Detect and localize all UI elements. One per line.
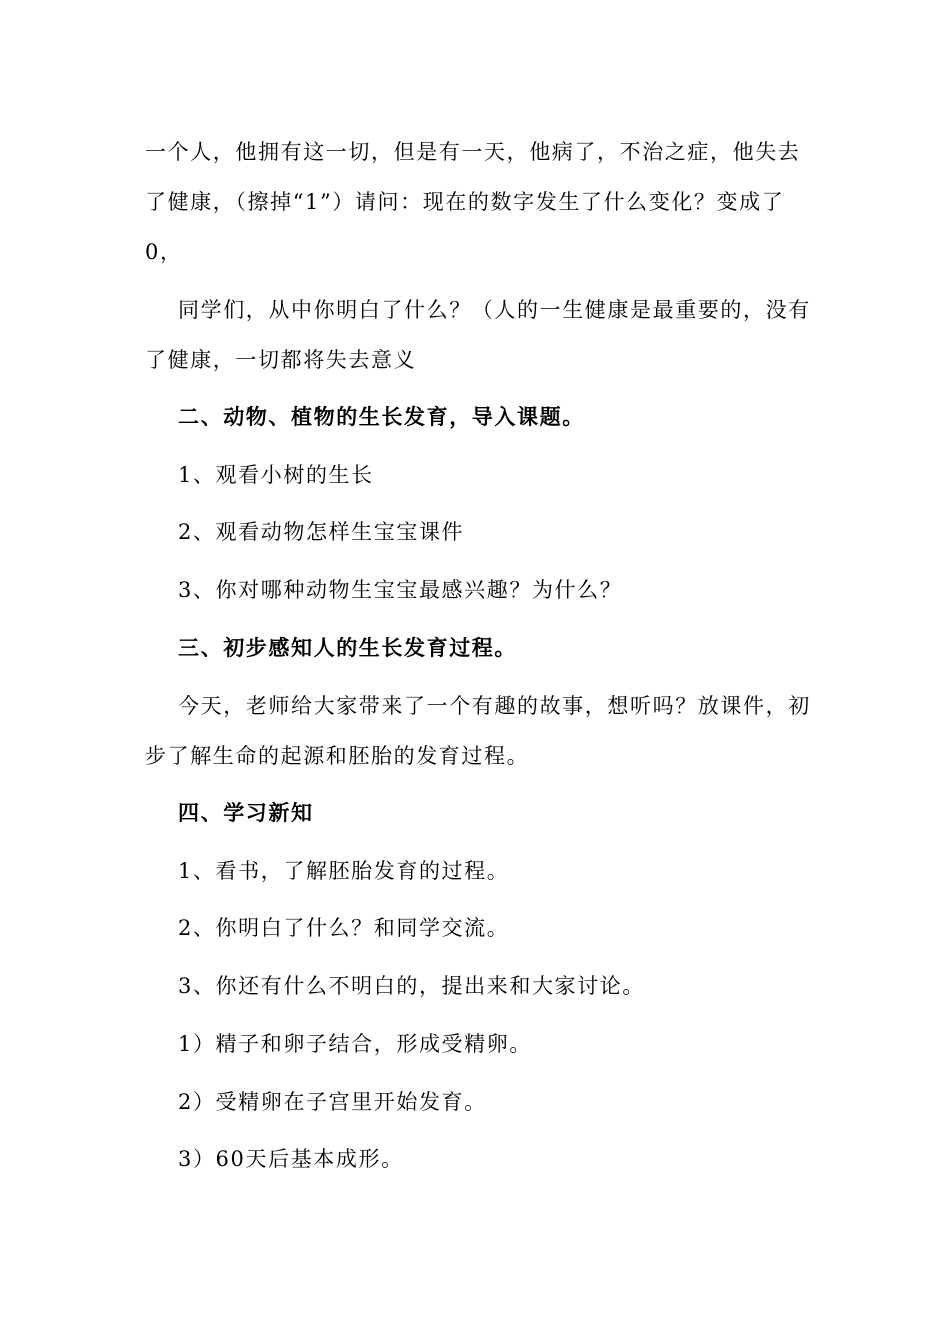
section-4-item-3: 3、你还有什么不明白的，提出来和大家讨论。	[178, 974, 645, 998]
paragraph-1-line-3: 0，	[145, 240, 183, 264]
section-4-item-1: 1、看书，了解胚胎发育的过程。	[178, 859, 510, 883]
section-4-heading: 四、学习新知	[178, 801, 314, 825]
section-2-heading: 二、动物、植物的生长发育，导入课题。	[178, 405, 585, 429]
section-3-line-1: 今天，老师给大家带来了一个有趣的故事，想听吗？放课件，初	[178, 694, 811, 718]
section-3-heading: 三、初步感知人的生长发育过程。	[178, 636, 517, 660]
section-4-subitem-2: 2）受精卵在子宫里开始发育。	[178, 1090, 487, 1114]
section-2-item-3: 3、你对哪种动物生宝宝最感兴趣？为什么？	[178, 578, 623, 602]
paragraph-1-line-1: 一个人，他拥有这一切，但是有一天，他病了，不治之症，他失去	[145, 140, 801, 164]
section-2-item-2: 2、观看动物怎样生宝宝课件	[178, 520, 465, 544]
paragraph-2-line-2: 了健康，一切都将失去意义	[145, 348, 417, 372]
section-4-subitem-3: 3）60天后基本成形。	[178, 1147, 404, 1171]
paragraph-1-line-2: 了健康，（擦掉“1”）请问：现在的数字发生了什么变化？变成了	[145, 190, 785, 214]
section-4-subitem-1: 1）精子和卵子结合，形成受精卵。	[178, 1032, 532, 1056]
section-4-item-2: 2、你明白了什么？和同学交流。	[178, 916, 510, 940]
section-2-item-1: 1、观看小树的生长	[178, 463, 374, 487]
section-3-line-2: 步了解生命的起源和胚胎的发育过程。	[145, 744, 530, 768]
paragraph-2-line-1: 同学们，从中你明白了什么？（人的一生健康是最重要的，没有	[178, 298, 811, 322]
